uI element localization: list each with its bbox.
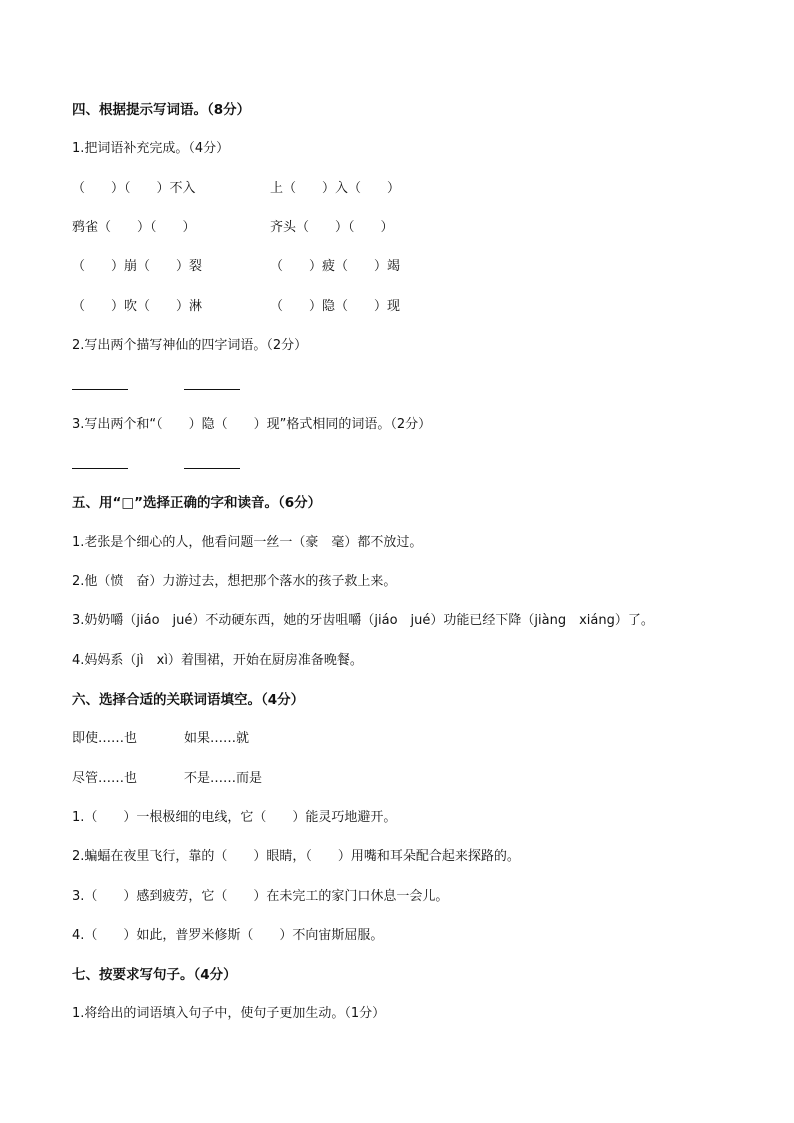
answer-blank-3[interactable]	[72, 468, 128, 469]
conjunction-option-1: 即使……也	[72, 731, 138, 746]
conjunction-option-2: 如果……就	[184, 731, 250, 746]
section-6-item-2: 2.蝙蝠在夜里飞行，靠的（ ）眼睛，（ ）用嘴和耳朵配合起来探路的。	[72, 849, 520, 864]
section-6-item-4: 4.（ ）如此，普罗米修斯（ ）不向宙斯屈服。	[72, 928, 384, 943]
idiom-fill-right-1: 上（ ）入（ ）	[270, 181, 401, 196]
section-4-question-3: 3.写出两个和“（ ）隐（ ）现”格式相同的词语。（2分）	[72, 417, 432, 432]
section-5-item-1: 1.老张是个细心的人，他看问题一丝一（豪 毫）都不放过。	[72, 535, 423, 550]
section-4-question-1: 1.把词语补充完成。（4分）	[72, 141, 230, 156]
section-4-title: 四、根据提示写词语。（8分）	[72, 102, 251, 118]
idiom-fill-right-2: 齐头（ ）（ ）	[270, 220, 394, 235]
section-6-item-3: 3.（ ）感到疲劳，它（ ）在未完工的家门口休息一会儿。	[72, 889, 449, 904]
idiom-fill-left-1: （ ）（ ）不入	[72, 181, 196, 196]
idiom-fill-left-3: （ ）崩（ ）裂	[72, 259, 203, 274]
section-5-item-3: 3.奶奶嚼（jiáo jué）不动硬东西，她的牙齿咀嚼（jiáo jué）功能已经下降（jiàng xiáng）了。	[72, 613, 654, 628]
conjunction-option-4: 不是……而是	[184, 771, 263, 786]
section-4-question-2: 2.写出两个描写神仙的四字词语。（2分）	[72, 338, 308, 353]
section-5-item-2: 2.他（愤 奋）力游过去，想把那个落水的孩子救上来。	[72, 574, 397, 589]
idiom-fill-left-4: （ ）吹（ ）淋	[72, 299, 203, 314]
section-5-item-4: 4.妈妈系（jì xì）着围裙，开始在厨房准备晚餐。	[72, 653, 363, 668]
section-7-question-1: 1.将给出的词语填入句子中，使句子更加生动。（1分）	[72, 1006, 386, 1021]
section-5-title: 五、用“□”选择正确的字和读音。（6分）	[72, 495, 322, 511]
section-7-title: 七、按要求写句子。（4分）	[72, 967, 237, 983]
conjunction-option-3: 尽管……也	[72, 771, 138, 786]
idiom-fill-right-4: （ ）隐（ ）现	[270, 299, 401, 314]
answer-blank-4[interactable]	[184, 468, 240, 469]
idiom-fill-left-2: 鸦雀（ ）（ ）	[72, 220, 196, 235]
answer-blank-2[interactable]	[184, 389, 240, 390]
section-6-title: 六、选择合适的关联词语填空。（4分）	[72, 692, 305, 708]
answer-blank-1[interactable]	[72, 389, 128, 390]
idiom-fill-right-3: （ ）疲（ ）竭	[270, 259, 401, 274]
section-6-item-1: 1.（ ）一根极细的电线，它（ ）能灵巧地避开。	[72, 810, 397, 825]
